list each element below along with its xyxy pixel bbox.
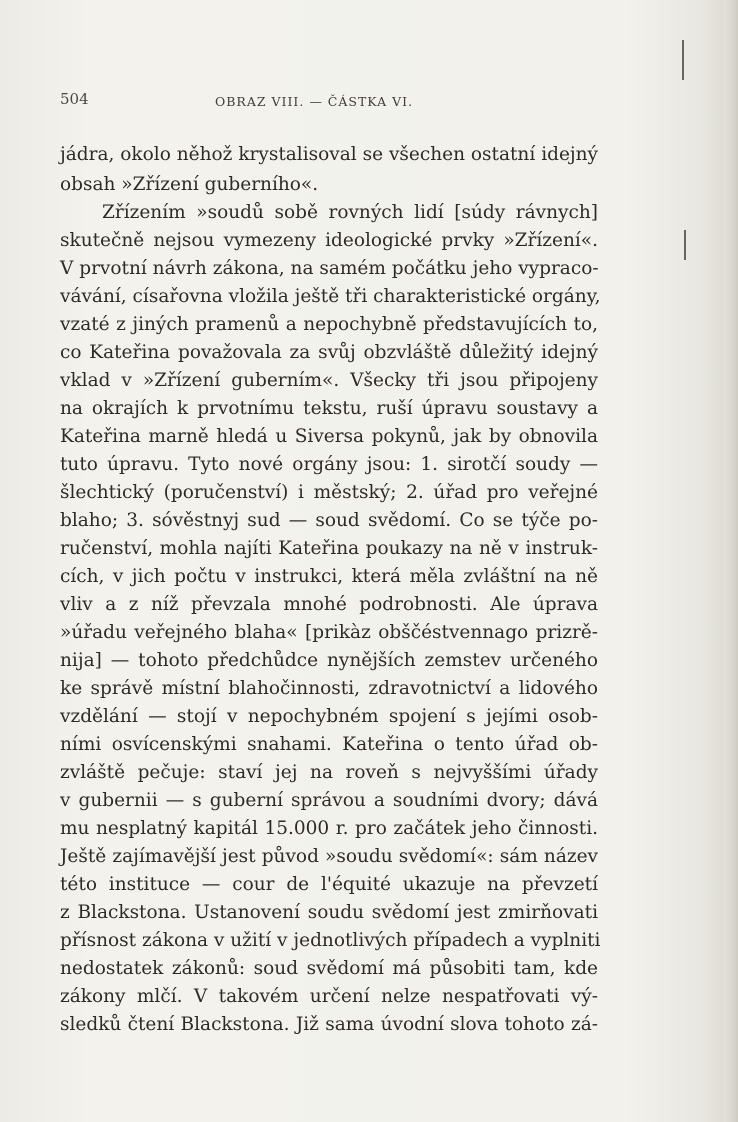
text-line: přísnost zákona v užití v jednotlivých případech a vyplniti: [60, 930, 601, 951]
text-line: Zřízením »soudů sobě rovných lidí [súdy rávnych]: [102, 202, 598, 223]
text-line: na okrajích k prvotnímu tekstu, ruší úpravu soustavy a: [60, 398, 598, 419]
text-line: tuto úpravu. Tyto nové orgány jsou: 1. sirotčí soudy —: [60, 454, 598, 475]
text-line: co Kateřina považovala za svůj obzvláště důležitý idejný: [60, 342, 598, 363]
text-line: blaho; 3. sóvěstnyj sud — soud svědomí. Co se týče po-: [60, 510, 598, 531]
text-line: šlechtický (poručenství) i městský; 2. úřad pro veřejné: [60, 482, 598, 503]
text-line: zvláště pečuje: staví jej na roveň s nejvyššími úřady: [60, 762, 598, 783]
text-line: Ještě zajímavější jest původ »soudu svědomí«: sám název: [60, 846, 598, 867]
text-line: vávání, císařovna vložila ještě tři charakteristické orgány,: [60, 286, 601, 307]
text-line: obsah »Zřízení guberního«.: [60, 174, 319, 195]
text-line: V prvotní návrh zákona, na samém počátku jeho vypraco-: [60, 258, 599, 279]
text-line: vzaté z jiných pramenů a nepochybně představujících to,: [60, 314, 598, 335]
text-line: Kateřina marně hledá u Siversa pokynů, jak by obnovila: [60, 426, 598, 447]
edge-mark: [682, 40, 684, 80]
page-edge: [724, 0, 738, 1122]
text-line: nija] — tohoto předchůdce nynějších zemstev určeného: [60, 650, 598, 671]
text-line: vliv a z níž převzala mnohé podrobnosti. Ale úprava: [60, 594, 598, 615]
text-line: zákony mlčí. V takovém určení nelze nespatřovati vý-: [60, 986, 598, 1007]
text-line: vklad v »Zřízení guberním«. Všecky tři jsou připojeny: [60, 370, 598, 391]
text-line: mu nesplatný kapitál 15.000 r. pro začátek jeho činnosti.: [60, 818, 598, 839]
edge-mark: [684, 230, 686, 260]
text-line: v gubernii — s guberní správou a soudními dvory; dává: [60, 790, 598, 811]
text-line: ními osvícenskými snahami. Kateřina o tento úřad ob-: [60, 734, 598, 755]
text-line: nedostatek zákonů: soud svědomí má působiti tam, kde: [60, 958, 598, 979]
text-line: »úřadu veřejného blaha« [prikàz obščéstvennago prizrě-: [60, 622, 598, 643]
text-line: skutečně nejsou vymezeny ideologické prvky »Zřízení«.: [60, 230, 598, 251]
text-line: této instituce — cour de l'équité ukazuje na převzetí: [60, 874, 598, 895]
running-head: OBRAZ VIII. — ČÁSTKA VI.: [215, 94, 414, 109]
text-line: z Blackstona. Ustanovení soudu svědomí jest zmirňovati: [60, 902, 598, 923]
text-line: sledků čtení Blackstona. Již sama úvodní slova tohoto zá-: [60, 1014, 598, 1035]
text-line: vzdělání — stojí v nepochybném spojení s jejími osob-: [60, 706, 598, 727]
text-line: ke správě místní blahočinnosti, zdravotnictví a lidového: [60, 678, 598, 699]
text-line: cích, v jich počtu v instrukci, která měla zvláštní na ně: [60, 566, 598, 587]
text-line: jádra, okolo něhož krystalisoval se všechen ostatní idejný: [60, 144, 598, 165]
text-line: ručenství, mohla najíti Kateřina poukazy na ně v instruk-: [60, 538, 598, 559]
page-number: 504: [60, 90, 89, 108]
